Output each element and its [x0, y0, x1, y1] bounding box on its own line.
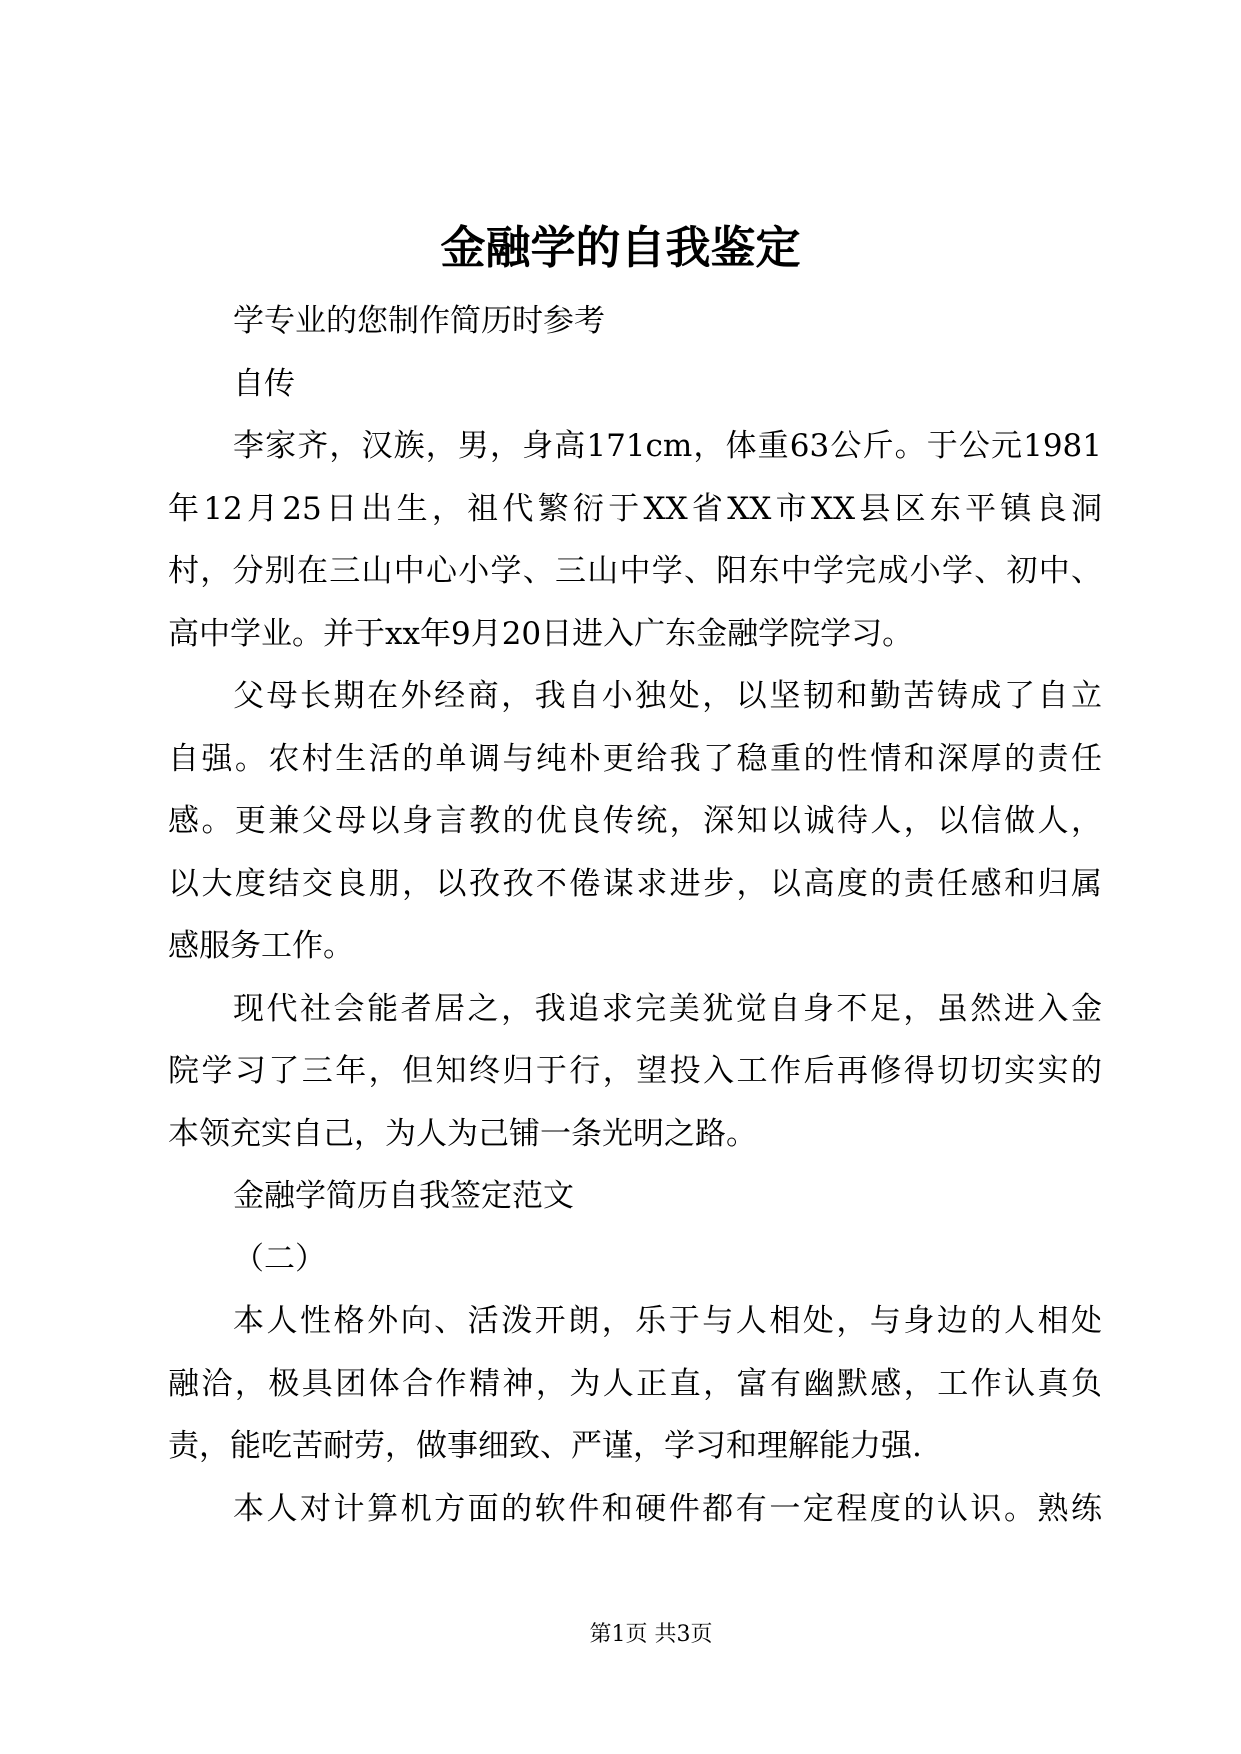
- body-line: 高中学业。并于xx年9月20日进入广东金融学院学习。: [168, 615, 914, 652]
- paragraph: [168, 290, 1102, 353]
- paragraph: [168, 978, 1102, 1166]
- paragraph: [168, 415, 1102, 665]
- body-line: 院学习了三年，但知终归于行，望投入工作后再修得切切实实的: [168, 1053, 1102, 1089]
- body-line: 本人对计算机方面的软件和硬件都有一定程度的认识。熟练: [233, 1490, 1102, 1527]
- section-heading: [168, 353, 1102, 416]
- body-line: 父母长期在外经商，我自小独处，以坚韧和勤苦铸成了自立: [233, 678, 1102, 714]
- paragraph: [168, 1478, 1102, 1541]
- paragraph: [168, 1290, 1102, 1478]
- body-line: 年12月25日出生，祖代繁衍于XX省XX市XX县区东平镇良洞: [168, 490, 1102, 527]
- body-line: 学专业的您制作简历时参考: [233, 303, 605, 339]
- section-heading: [168, 1165, 1102, 1228]
- body-line: 现代社会能者居之，我追求完美犹觉自身不足，虽然进入金: [233, 990, 1102, 1027]
- section-number: [168, 1228, 1102, 1291]
- page-number-footer: 第1页 共3页: [589, 1622, 713, 1647]
- body-line: 本人性格外向、活泼开朗，乐于与人相处，与身边的人相处: [233, 1303, 1102, 1339]
- body-line: 融洽，极具团体合作精神，为人正直，富有幽默感，工作认真负: [168, 1365, 1102, 1402]
- paragraph: [168, 665, 1102, 978]
- body-line: （二）: [233, 1240, 326, 1277]
- body-line: 感服务工作。: [168, 928, 354, 964]
- document-body: [168, 290, 1102, 1540]
- body-line: 自强。农村生活的单调与纯朴更给我了稳重的性情和深厚的责任: [168, 740, 1102, 777]
- body-line: 李家齐，汉族，男，身高171cm，体重63公斤。于公元1981: [233, 428, 1102, 464]
- body-line: 感。更兼父母以身言教的优良传统，深知以诚待人，以信做人，: [168, 803, 1102, 839]
- body-line: 自传: [233, 365, 295, 402]
- body-line: 以大度结交良朋，以孜孜不倦谋求进步，以高度的责任感和归属: [168, 865, 1102, 902]
- body-line: 本领充实自己，为人为己铺一条光明之路。: [168, 1115, 757, 1152]
- document-title: 金融学的自我鉴定: [440, 221, 801, 274]
- body-line: 村，分别在三山中心小学、三山中学、阳东中学完成小学、初中、: [168, 553, 1102, 589]
- body-line: 金融学简历自我签定范文: [233, 1178, 574, 1214]
- body-line: 责，能吃苦耐劳，做事细致、严谨，学习和理解能力强.: [168, 1428, 922, 1464]
